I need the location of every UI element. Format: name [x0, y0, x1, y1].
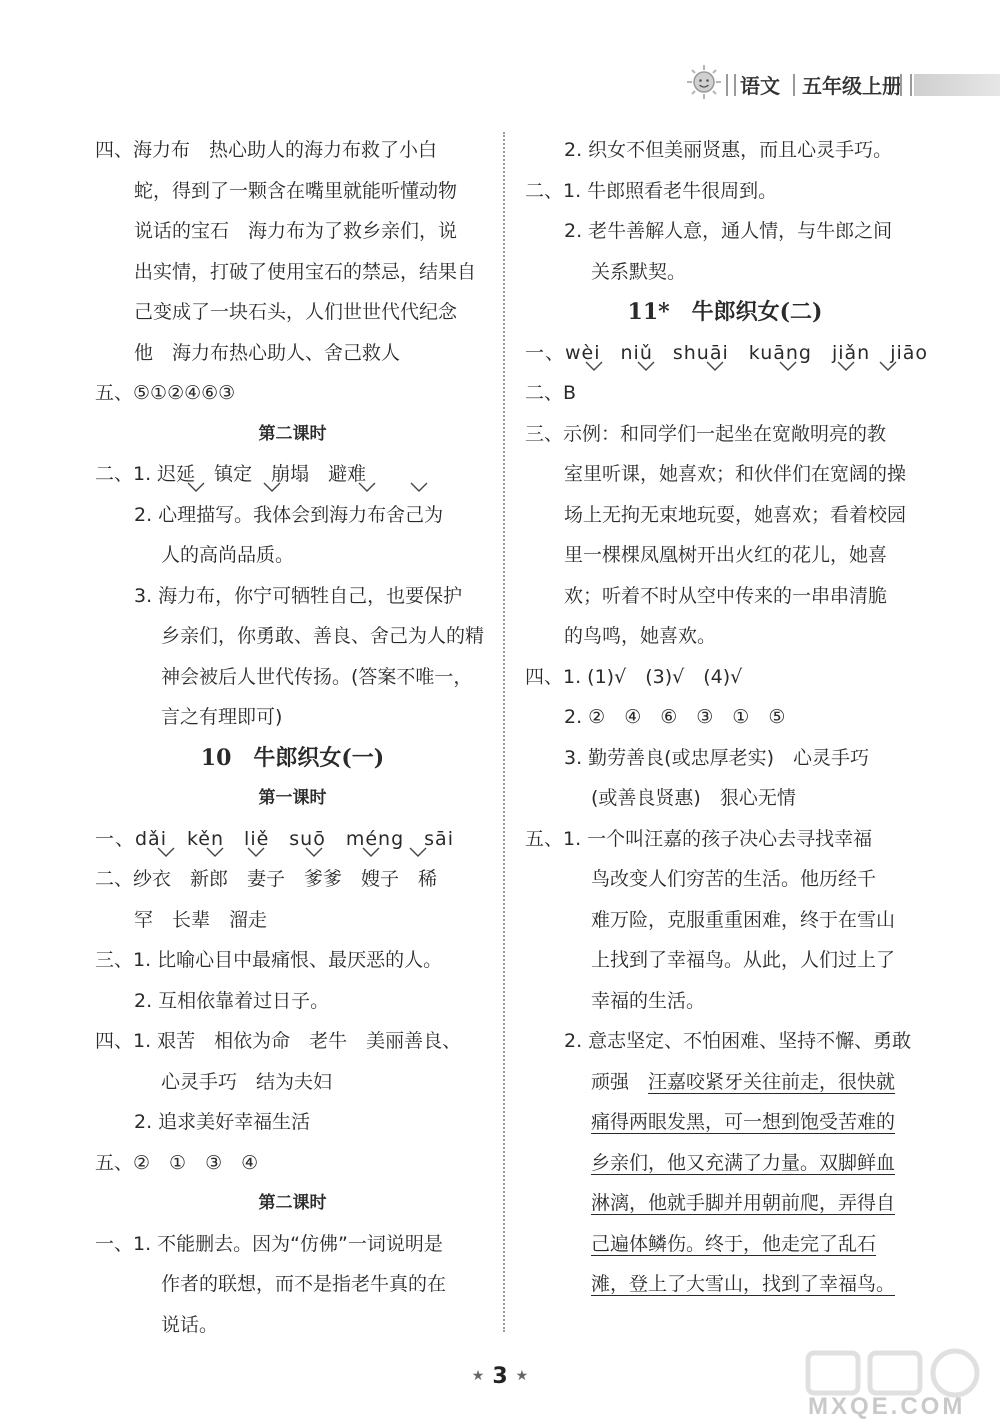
- header-separator: [793, 74, 795, 96]
- header-subject: 语文: [740, 74, 780, 98]
- answer-text: 2. 互相依靠着过日子。: [134, 989, 330, 1012]
- answer-line: [95, 1143, 490, 1184]
- answer-text: 二、1. 牛郎照看老牛很周到。: [525, 179, 778, 202]
- answer-text: 言之有理即可): [161, 706, 283, 728]
- answer-text: 二、B: [525, 382, 577, 404]
- answer-text: 他 海力布热心助人、舍己救人: [134, 341, 401, 364]
- column-divider: [503, 132, 505, 1332]
- answer-line: [525, 738, 925, 779]
- star-icon: ★: [515, 1368, 529, 1384]
- answer-text: 四、海力布 热心助人的海力布救了小白: [95, 139, 438, 161]
- answer-text: 己变成了一块石头，人们世世代代纪念: [134, 301, 458, 323]
- header-grade: 五年级上册: [802, 74, 902, 98]
- answer-line: [95, 333, 490, 374]
- answer-line: [95, 171, 490, 212]
- underlined-answer-text: 淋漓，他就手脚并用朝前爬，弄得自: [591, 1192, 896, 1214]
- answer-line: [525, 940, 925, 981]
- answer-text: 二、纱衣 新郎 妻子 爹爹 嫂子 稀: [95, 868, 438, 890]
- answer-line: [95, 1183, 490, 1224]
- answer-line: [95, 414, 490, 455]
- answer-text: 关系默契。: [591, 260, 687, 283]
- answer-text: 人的高尚品质。: [161, 544, 295, 566]
- answer-line: [525, 778, 925, 819]
- page-header: [686, 62, 1000, 108]
- answer-line: [525, 1102, 925, 1143]
- answer-text: 2. 老牛善解人意，通人情，与牛郎之间: [564, 220, 893, 242]
- underlined-answer-text: 乡亲们，他又充满了力量。双脚鲜血: [591, 1151, 896, 1174]
- answer-text: 2. ② ④ ⑥ ③ ① ⑤: [564, 706, 786, 728]
- answer-line: [525, 292, 925, 333]
- answer-text: 场上无拘无束地玩耍，她喜欢；看着校园: [564, 503, 907, 526]
- answer-text: 乡亲们，你勇敢、善良、舍己为人的精: [161, 625, 485, 647]
- answer-text: 11* 牛郎织女(二): [627, 299, 823, 325]
- answer-line: [525, 859, 925, 900]
- answer-line: [95, 1021, 490, 1062]
- answer-text: 室里听课，她喜欢；和伙伴们在宽阔的操: [564, 463, 907, 485]
- answer-text: 神会被后人世代传扬。(答案不唯一，: [161, 665, 473, 688]
- answer-line: [95, 211, 490, 252]
- answer-line: [95, 1224, 490, 1265]
- right-column: [525, 130, 929, 1305]
- answer-text: 难万险，克服重重困难，终于在雪山: [591, 908, 896, 931]
- answer-text: 罕 长辈 溜走: [134, 908, 268, 931]
- answer-text: (或善良贤惠) 狠心无情: [591, 787, 796, 809]
- answer-line: [95, 859, 490, 900]
- tone-tick-mark: [585, 360, 603, 372]
- answer-line: [525, 900, 925, 941]
- answer-text: 作者的联想，而不是指老牛真的在: [161, 1273, 447, 1295]
- tone-tick-mark: [247, 846, 265, 858]
- answer-line: [525, 252, 925, 293]
- answer-text: 第二课时: [258, 1193, 327, 1213]
- answer-text: 说话。: [161, 1313, 219, 1336]
- answer-text: 一、wèi niǔ shuāi kuāng jiǎn jiāo: [525, 341, 929, 364]
- tone-tick-mark: [410, 481, 428, 493]
- page-number: 3: [492, 1364, 508, 1389]
- watermark-text: MXQE.COM: [808, 1393, 966, 1420]
- answer-text: 2. 织女不但美丽贤惠，而且心灵手巧。: [564, 139, 893, 161]
- answer-text: 二、1. 迟延 镇定 崩塌 避难: [95, 463, 367, 485]
- tone-tick-mark: [637, 360, 655, 372]
- tone-tick-mark: [879, 360, 897, 372]
- answer-line: [95, 981, 490, 1022]
- tone-tick-mark: [837, 360, 855, 372]
- answer-line: [525, 454, 925, 495]
- answer-text: 四、1. (1)√ (3)√ (4)√: [525, 665, 743, 688]
- header-gray-band: [914, 74, 1000, 96]
- underlined-answer-text: 汪嘉咬紧牙关往前走，很快就: [648, 1070, 896, 1093]
- answer-line: [525, 535, 925, 576]
- answer-text: 3. 海力布，你宁可牺牲自己，也要保护: [134, 584, 463, 607]
- answer-text: 2. 意志坚定、不怕困难、坚持不懈、勇敢: [564, 1030, 912, 1052]
- answer-text: 出实情，打破了使用宝石的禁忌，结果自: [134, 260, 477, 283]
- tone-tick-mark: [358, 481, 376, 493]
- answer-line: [95, 576, 490, 617]
- answer-text: 说话的宝石 海力布为了救乡亲们，说: [134, 220, 458, 242]
- answer-line: [525, 1143, 925, 1184]
- answer-text: 幸福的生活。: [591, 989, 706, 1012]
- answer-text: 10 牛郎织女(一): [200, 744, 385, 771]
- answer-line: [95, 778, 490, 819]
- answer-text: 2. 心理描写。我体会到海力布舍己为: [134, 503, 444, 526]
- answer-text: 上找到了幸福鸟。从此，人们过上了: [591, 949, 896, 971]
- answer-text: 欢；听着不时从空中传来的一串串清脆: [564, 584, 888, 607]
- answer-line: [525, 171, 925, 212]
- answer-text: 五、② ① ③ ④: [95, 1151, 259, 1174]
- answer-line: [525, 819, 925, 860]
- answer-line: [525, 130, 925, 171]
- answer-line: [525, 1062, 925, 1103]
- answer-text: 五、⑤①②④⑥③: [95, 382, 236, 404]
- answer-text: 顽强: [591, 1070, 649, 1093]
- answer-line: [95, 373, 490, 414]
- answer-line: [525, 211, 925, 252]
- answer-text: 2. 追求美好幸福生活: [134, 1111, 311, 1133]
- answer-text: 一、1. 不能删去。因为“仿佛”一词说明是: [95, 1232, 443, 1255]
- underlined-answer-text: 己遍体鳞伤。终于，他走完了乱石: [591, 1232, 877, 1255]
- answer-text: 第二课时: [258, 423, 327, 444]
- answer-line: [95, 697, 490, 738]
- answer-line: [95, 940, 490, 981]
- answer-line: [95, 130, 490, 171]
- answer-text: 的鸟鸣，她喜欢。: [564, 625, 717, 647]
- answer-line: [95, 535, 490, 576]
- answer-text: 鸟改变人们穷苦的生活。他历经千: [591, 868, 877, 890]
- tone-tick-mark: [779, 360, 797, 372]
- answer-text: 五、1. 一个叫汪嘉的孩子决心去寻找幸福: [525, 827, 873, 850]
- tone-tick-mark: [362, 846, 380, 858]
- answer-text: 三、1. 比喻心目中最痛恨、最厌恶的人。: [95, 949, 443, 971]
- header-bars-left: [726, 74, 736, 96]
- tone-tick-mark: [409, 846, 427, 858]
- answer-line: [95, 900, 490, 941]
- answer-text: 一、dǎi kěn liě suō méng sāi: [95, 827, 454, 850]
- answer-line: [525, 576, 925, 617]
- answer-line: [95, 292, 490, 333]
- answer-text: 第一课时: [258, 788, 327, 808]
- answer-text: 蛇，得到了一颗含在嘴里就能听懂动物: [134, 179, 458, 202]
- answer-line: [525, 657, 925, 698]
- answer-line: [525, 1021, 925, 1062]
- answer-line: [95, 1264, 490, 1305]
- answer-line: [525, 1183, 925, 1224]
- answer-line: [525, 1224, 925, 1265]
- answer-line: [525, 333, 929, 374]
- answer-text: 四、1. 艰苦 相依为命 老牛 美丽善良、: [95, 1030, 462, 1052]
- answer-line: [525, 697, 925, 738]
- answer-line: [95, 1062, 490, 1103]
- answer-line: [525, 414, 925, 455]
- answer-line: [525, 1264, 925, 1305]
- answer-text: 心灵手巧 结为夫妇: [161, 1070, 333, 1093]
- tone-tick-mark: [706, 360, 724, 372]
- underlined-answer-text: 滩，登上了大雪山，找到了幸福鸟。: [591, 1273, 896, 1295]
- answer-line: [95, 252, 490, 293]
- answer-text: 3. 勤劳善良(或忠厚老实) 心灵手巧: [564, 746, 869, 769]
- answer-line: [525, 373, 925, 414]
- answer-line: [95, 1102, 490, 1143]
- answer-line: [95, 454, 490, 495]
- answer-line: [95, 1305, 490, 1346]
- answer-line: [525, 616, 925, 657]
- answer-text: 里一棵棵凤凰树开出火红的花儿，她喜: [564, 544, 888, 566]
- answer-line: [95, 616, 490, 657]
- answer-line: [525, 981, 925, 1022]
- tone-tick-mark: [187, 481, 205, 493]
- answer-line: [525, 495, 925, 536]
- star-icon: ★: [471, 1368, 485, 1384]
- underlined-answer-text: 痛得两眼发黑，可一想到饱受苦难的: [591, 1111, 896, 1133]
- answer-line: [95, 657, 490, 698]
- answer-line: [95, 495, 490, 536]
- tone-tick-mark: [263, 481, 281, 493]
- answer-text: 三、示例：和同学们一起坐在宽敞明亮的教: [525, 422, 887, 445]
- answer-line: [95, 738, 490, 779]
- tone-tick-mark: [157, 846, 175, 858]
- sun-mascot-icon: [686, 64, 722, 100]
- left-column: [95, 130, 490, 1345]
- tone-tick-mark: [206, 846, 224, 858]
- header-bars-right: [900, 74, 912, 96]
- tone-tick-mark: [305, 846, 323, 858]
- answer-line: [95, 819, 490, 860]
